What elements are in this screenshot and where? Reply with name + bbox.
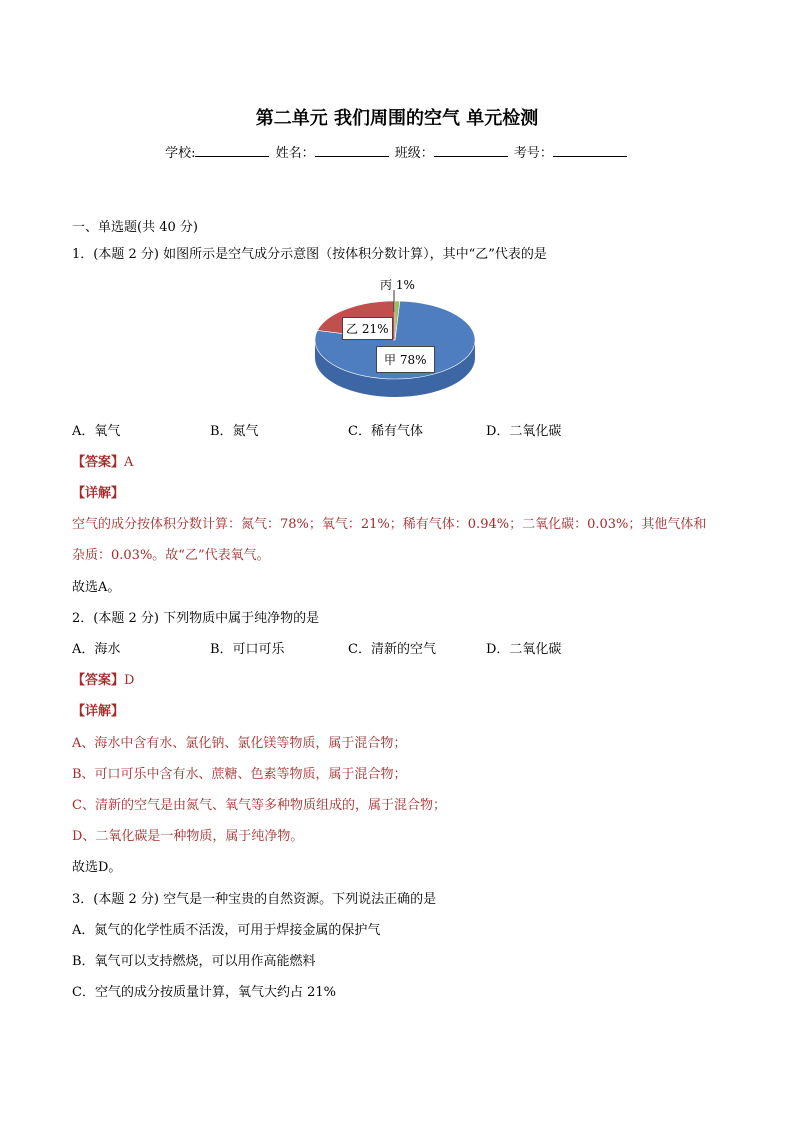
- q1-detail-tag: 【详解】: [72, 486, 125, 501]
- q2-answer-value: D: [124, 673, 135, 688]
- school-blank[interactable]: [195, 144, 269, 157]
- slice-label-bing: 丙 1%: [380, 278, 415, 292]
- air-composition-pie-chart: [300, 270, 490, 410]
- q1-option-b: B．氮气: [210, 424, 259, 439]
- q1-option-a: A．氧气: [72, 424, 121, 439]
- slice-label-jia: 甲 78%: [376, 346, 435, 373]
- exam-no-blank[interactable]: [553, 144, 627, 157]
- q2-answer: [72, 669, 134, 688]
- q1-stem: 1．(本题 2 分) 如图所示是空气成分示意图（按体积分数计算），其中“乙”代表的是: [72, 247, 547, 262]
- q2-stem: 2．(本题 2 分) 下列物质中属于纯净物的是: [72, 611, 320, 626]
- q2-detail-a: A、海水中含有水、氯化钠、氯化镁等物质，属于混合物；: [72, 736, 407, 751]
- q2-detail-b: B、可口可乐中含有水、蔗糖、色素等物质，属于混合物；: [72, 767, 407, 782]
- section-heading: 一、单选题(共 40 分): [72, 220, 198, 235]
- q1-conclusion: 故选A。: [72, 580, 121, 595]
- q2-detail-tag: 【详解】: [72, 704, 125, 719]
- q2-option-a: A．海水: [72, 642, 121, 657]
- page-title: 第二单元 我们周围的空气 单元检测: [255, 108, 539, 129]
- q3-stem: 3．(本题 2 分) 空气是一种宝贵的自然资源。下列说法正确的是: [72, 892, 437, 907]
- q2-answer-tag: 【答案】: [72, 673, 125, 688]
- name-blank[interactable]: [315, 144, 389, 157]
- school-label: 学校:: [165, 146, 196, 161]
- q1-answer-tag: 【答案】: [72, 455, 125, 470]
- q1-answer: [72, 451, 133, 470]
- q3-option-c: C．空气的成分按质量计算，氧气大约占 21%: [72, 985, 336, 1000]
- q3-option-a: A．氮气的化学性质不活泼，可用于焊接金属的保护气: [72, 923, 381, 938]
- q2-option-b: B．可口可乐: [210, 642, 285, 657]
- q2-option-c: C．清新的空气: [348, 642, 436, 657]
- student-info-line: [0, 142, 794, 161]
- q1-detail-line-1: 空气的成分按体积分数计算：氮气：78%；氧气：21%；稀有气体：0.94%；二氧化碳：0.03%；其他气体和: [72, 517, 707, 532]
- q2-conclusion: 故选D。: [72, 860, 122, 875]
- q2-detail-d: D、二氧化碳是一种物质，属于纯净物。: [72, 829, 304, 844]
- q1-answer-value: A: [124, 455, 134, 470]
- q1-detail-line-2: 杂质：0.03%。故“乙”代表氧气。: [72, 548, 270, 563]
- q2-option-d: D．二氧化碳: [486, 642, 562, 657]
- class-label: 班级：: [394, 146, 434, 161]
- q1-option-c: C．稀有气体: [348, 424, 423, 439]
- class-blank[interactable]: [434, 144, 508, 157]
- exam-no-label: 考号：: [513, 146, 553, 161]
- q1-option-d: D．二氧化碳: [486, 424, 562, 439]
- slice-label-yi: 乙 21%: [342, 317, 393, 340]
- q3-option-b: B．氧气可以支持燃烧，可以用作高能燃料: [72, 954, 316, 969]
- q2-detail-c: C、清新的空气是由氮气、氧气等多种物质组成的，属于混合物；: [72, 798, 446, 813]
- name-label: 姓名：: [275, 146, 315, 161]
